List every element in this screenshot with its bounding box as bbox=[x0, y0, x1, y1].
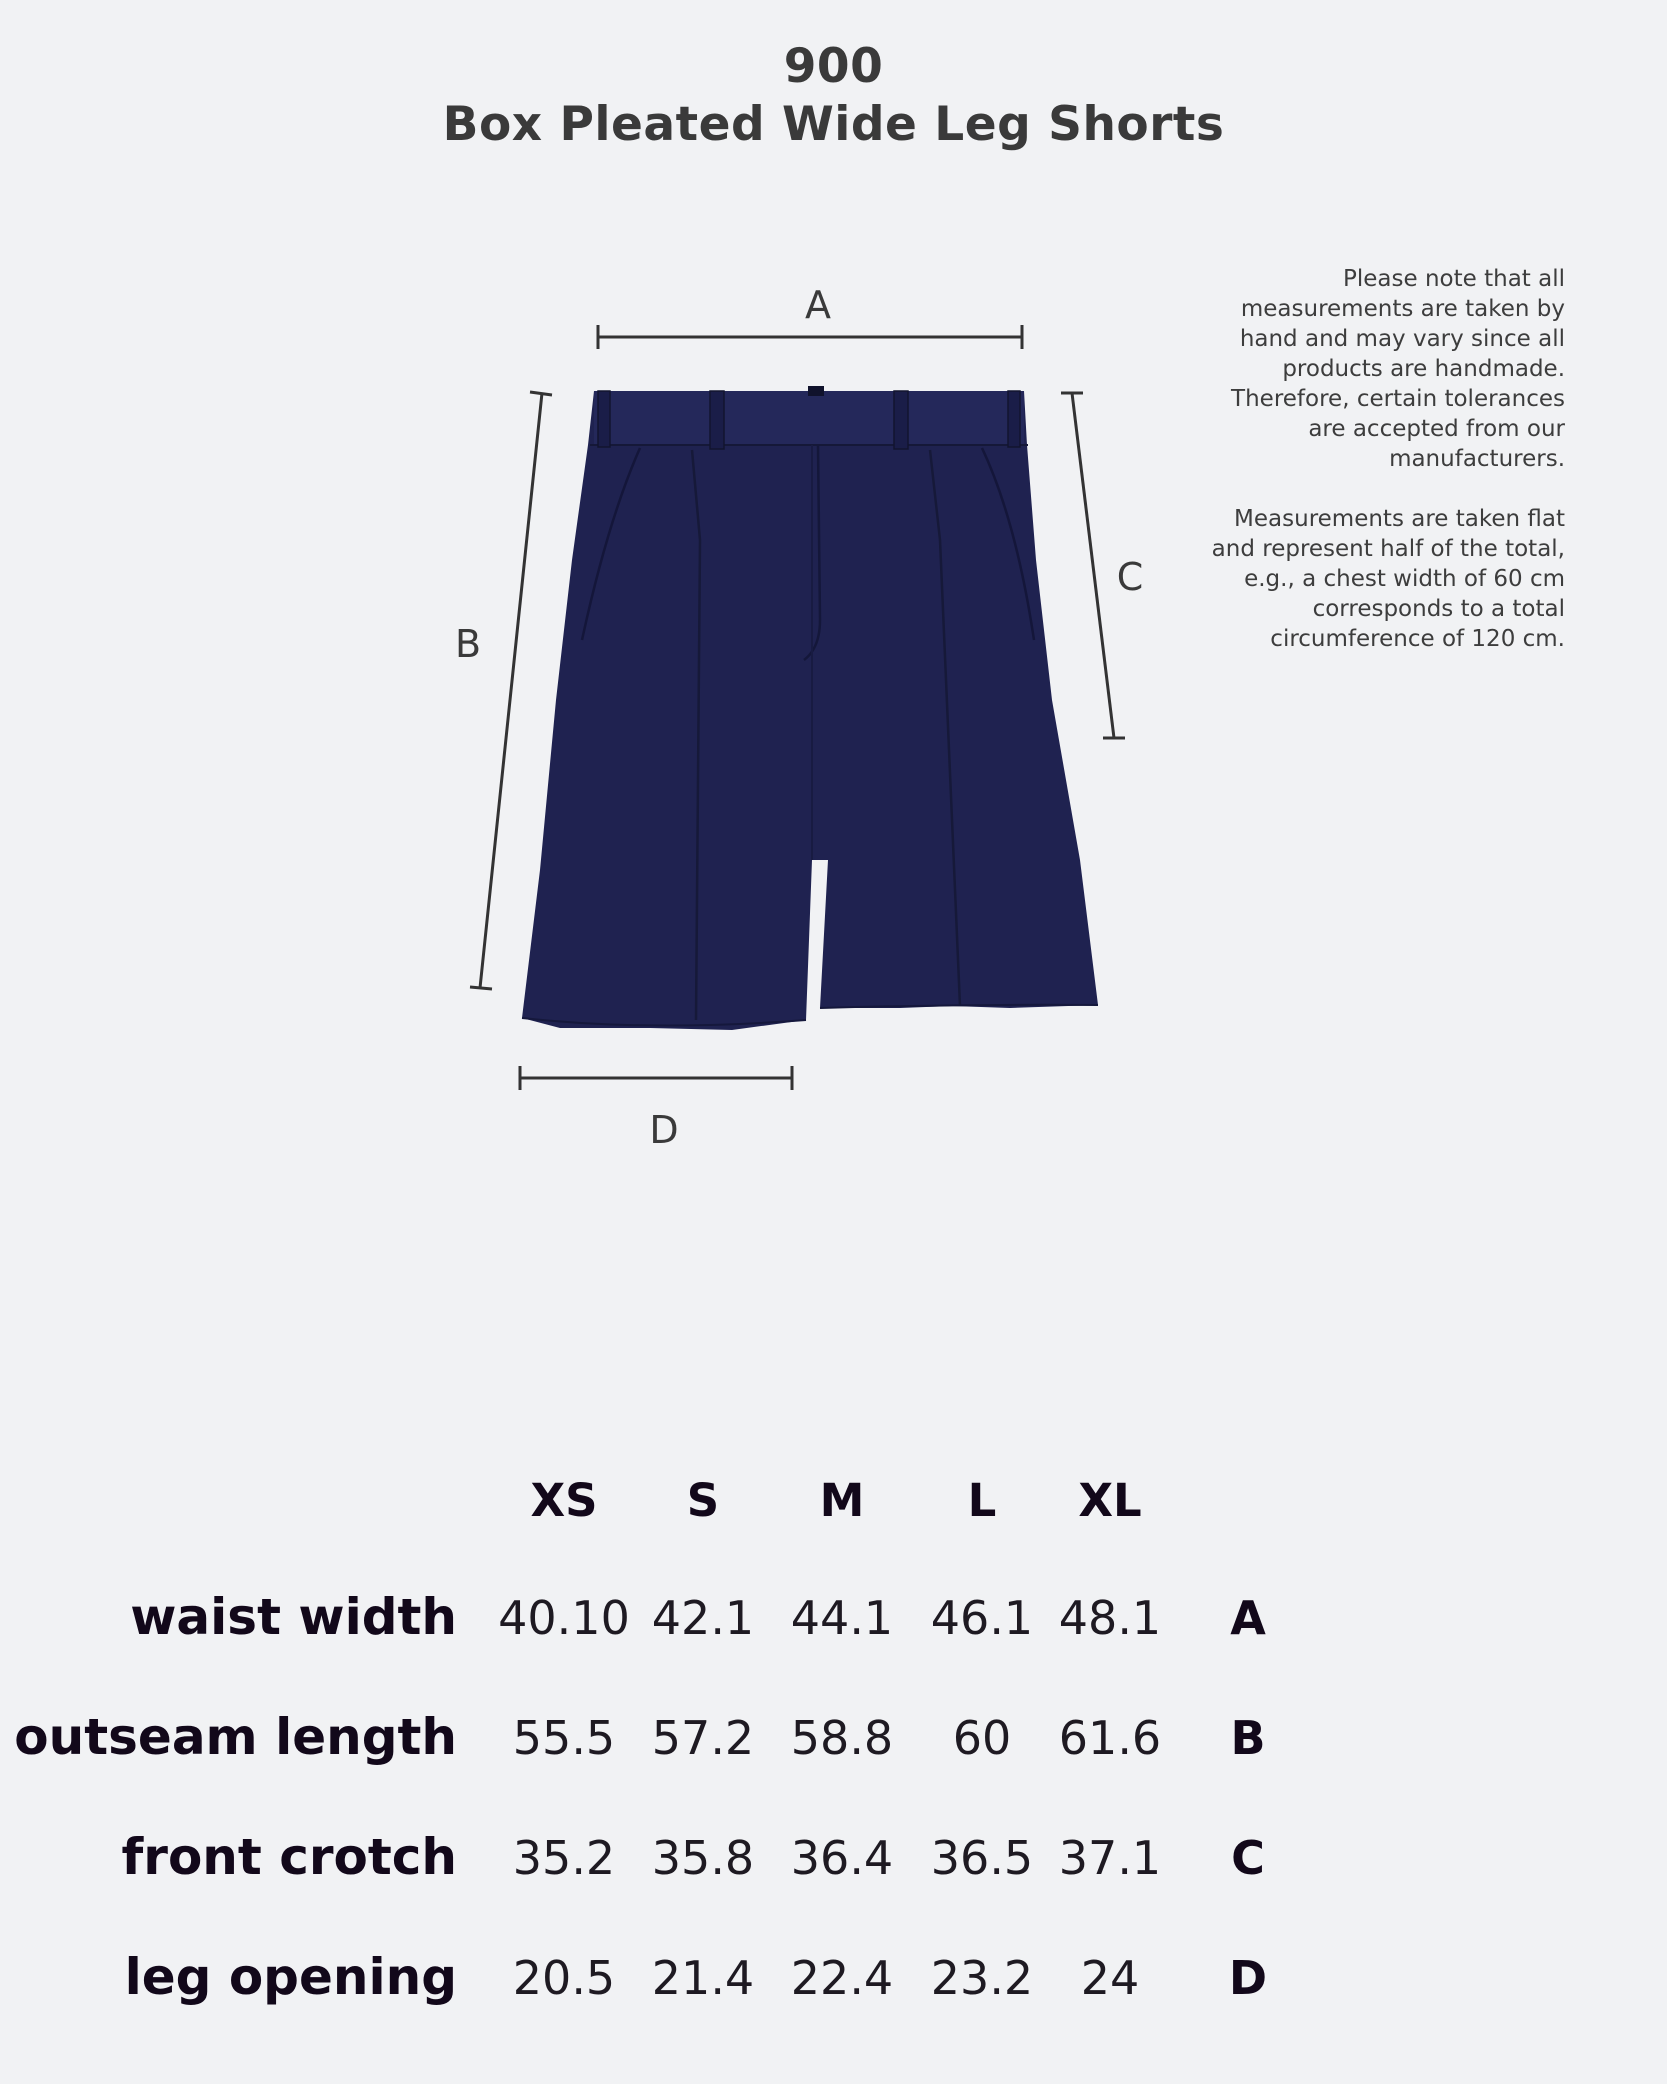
value-outseam-s: 57.2 bbox=[651, 1711, 755, 1765]
product-name: Box Pleated Wide Leg Shorts bbox=[442, 97, 1225, 152]
button-tab bbox=[808, 386, 824, 396]
value-leg-xl: 24 bbox=[1080, 1951, 1140, 2005]
value-waist-xs: 40.10 bbox=[498, 1591, 630, 1645]
row-label-waist-width: waist width bbox=[130, 1588, 457, 1646]
size-header-m: M bbox=[819, 1474, 865, 1527]
row-label-front-crotch: front crotch bbox=[121, 1828, 457, 1886]
note-paragraph-1: Please note that all measurements are taken by hand and may vary since all products are handmade. Therefore, certain tolerances are accepted from our manufacturers. bbox=[1231, 266, 1565, 472]
belt-loop-side-right bbox=[1008, 391, 1020, 447]
value-crotch-xs: 35.2 bbox=[512, 1831, 616, 1885]
dimension-b-label: B bbox=[454, 622, 482, 666]
value-leg-l: 23.2 bbox=[930, 1951, 1034, 2005]
value-waist-xl: 48.1 bbox=[1058, 1591, 1162, 1645]
dimension-a bbox=[598, 325, 1022, 349]
value-waist-s: 42.1 bbox=[651, 1591, 755, 1645]
value-leg-m: 22.4 bbox=[790, 1951, 894, 2005]
value-outseam-l: 60 bbox=[952, 1711, 1012, 1765]
dimension-d-label: D bbox=[649, 1108, 679, 1152]
belt-loop-side-left bbox=[598, 391, 610, 447]
shorts-body bbox=[522, 391, 1098, 1030]
row-label-leg-opening: leg opening bbox=[124, 1948, 457, 2006]
size-header-xs: XS bbox=[530, 1474, 598, 1527]
size-header-s: S bbox=[686, 1474, 720, 1527]
shorts-illustration bbox=[522, 386, 1098, 1030]
belt-loop-right bbox=[894, 391, 908, 449]
value-outseam-xl: 61.6 bbox=[1058, 1711, 1162, 1765]
value-leg-xs: 20.5 bbox=[512, 1951, 616, 2005]
product-number: 900 bbox=[783, 39, 884, 94]
value-crotch-l: 36.5 bbox=[930, 1831, 1034, 1885]
value-leg-s: 21.4 bbox=[651, 1951, 755, 2005]
row-key-d: D bbox=[1228, 1951, 1268, 2005]
dimension-c bbox=[1061, 393, 1125, 738]
belt-loop-left bbox=[710, 391, 724, 449]
row-key-c: C bbox=[1231, 1831, 1265, 1885]
row-key-a: A bbox=[1230, 1591, 1266, 1645]
value-waist-l: 46.1 bbox=[930, 1591, 1034, 1645]
size-header-xl: XL bbox=[1078, 1474, 1142, 1527]
dimension-a-label: A bbox=[805, 283, 831, 327]
value-outseam-m: 58.8 bbox=[790, 1711, 894, 1765]
value-crotch-s: 35.8 bbox=[651, 1831, 755, 1885]
dimension-c-label: C bbox=[1116, 555, 1144, 599]
row-key-b: B bbox=[1230, 1711, 1266, 1765]
row-label-outseam-length: outseam length bbox=[14, 1708, 457, 1766]
dimension-d bbox=[520, 1066, 792, 1090]
value-crotch-xl: 37.1 bbox=[1058, 1831, 1162, 1885]
size-header-l: L bbox=[967, 1474, 997, 1527]
note-paragraph-2: Measurements are taken flat and represent half of the total, e.g., a chest width of 60 cm corresponds to a total circumference of 120 cm. bbox=[1211, 506, 1565, 652]
value-crotch-m: 36.4 bbox=[790, 1831, 894, 1885]
value-waist-m: 44.1 bbox=[790, 1591, 894, 1645]
value-outseam-xs: 55.5 bbox=[512, 1711, 616, 1765]
waistband bbox=[594, 391, 1024, 445]
